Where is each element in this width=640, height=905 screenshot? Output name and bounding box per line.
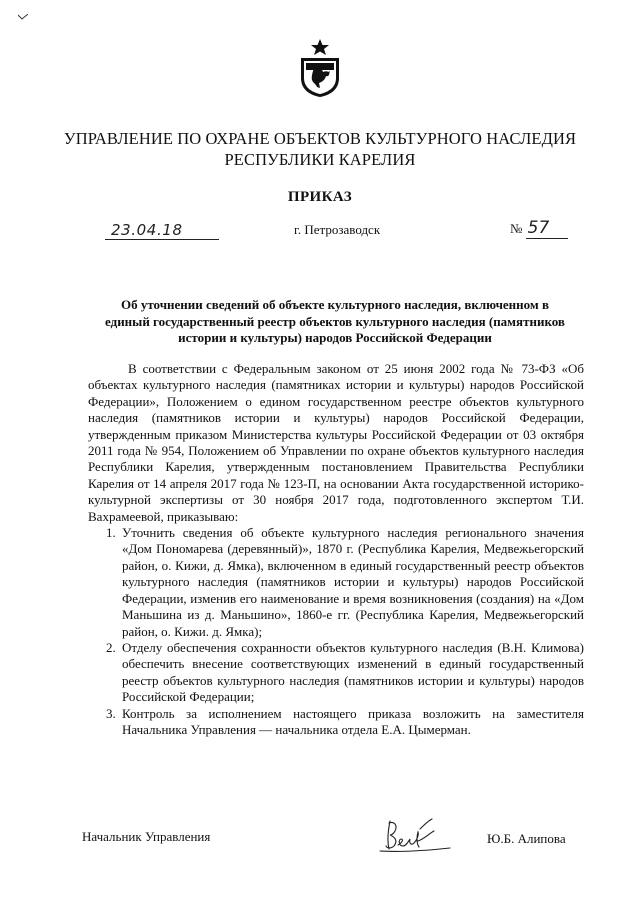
order-body [88, 361, 584, 738]
corner-tick-mark [18, 14, 28, 20]
signature-icon [378, 815, 458, 855]
list-item [88, 525, 584, 640]
agency-name [0, 128, 640, 170]
list-item-number: 1. [106, 525, 116, 541]
order-date: 23.04.18 [105, 221, 219, 240]
order-subject: Об уточнении сведений об объекте культурного наследия, включенном в единый государственный реестр объектов культурного наследия (памятников истории и культуры) народов Российской Федерации [105, 297, 565, 345]
signer-name: Ю.Б. Алипова [487, 831, 566, 846]
order-points-list [88, 525, 584, 738]
list-item-text: Уточнить сведения об объекте культурного наследия регионального значения «Дом Пономарева (деревянный)», 1870 г. (Республика Карелия, Медвежьегорский район, о. Кижи, д. Ямка), включенном в единый государственный реестр объектов культурного наследия (памятников истории и культуры) народов Российской Федерации, изменив его наименование и время возникновения (создания) на «Дом Маньшина из д. Маньшино», 1860-е гг. (Республика Карелия, Медвежьегорский район, о. Кижи. д. Ямка); [122, 525, 584, 639]
list-item-text: Отделу обеспечения сохранности объектов культурного наследия (В.Н. Климова) обеспечить внесение соответствующих изменений в единый государственный реестр объектов культурного наследия (памятников истории и культуры) народов Российской Федерации; [122, 639, 584, 705]
preamble-paragraph: В соответствии с Федеральным законом от 25 июня 2002 года № 73-ФЗ «Об объектах культурного наследия (памятниках истории и культуры) народов Российской Федерации», Положением о едином государственном реестре объектов культурного наследия (памятников истории и культуры) народов Российской Федерации, утвержденным приказом Министерства культуры Российской Федерации от 03 октября 2011 года № 954, Положением об Управлении по охране объектов культурного наследия Республики Карелия, утвержденным постановлением Правительства Республики Карелия от 14 апреля 2017 года № 123-П, на основании Акта государственной историко-культурной экспертизы от 30 ноября 2017 года, подготовленного экспертом Т.И. Вахрамеевой, приказываю: [88, 361, 584, 524]
list-item-text: Контроль за исполнением настоящего приказа возложить на заместителя Начальника Управления — начальника отдела Е.А. Цымерман. [122, 705, 584, 737]
list-item [88, 640, 584, 706]
agency-name-line-1: УПРАВЛЕНИЕ ПО ОХРАНЕ ОБЪЕКТОВ КУЛЬТУРНОГО НАСЛЕДИЯ [63, 129, 577, 148]
order-number-value: 57 [526, 218, 568, 239]
order-heading: ПРИКАЗ [287, 189, 353, 205]
coat-of-arms-icon [298, 38, 342, 98]
order-city: г. Петрозаводск [294, 222, 381, 237]
order-number [510, 218, 568, 239]
order-number-label: № [510, 221, 523, 236]
list-item [88, 706, 584, 739]
list-item-number: 2. [106, 639, 116, 655]
list-item-number: 3. [106, 705, 116, 721]
signer-title: Начальник Управления [82, 829, 211, 844]
agency-name-line-2: РЕСПУБЛИКИ КАРЕЛИЯ [224, 150, 416, 169]
